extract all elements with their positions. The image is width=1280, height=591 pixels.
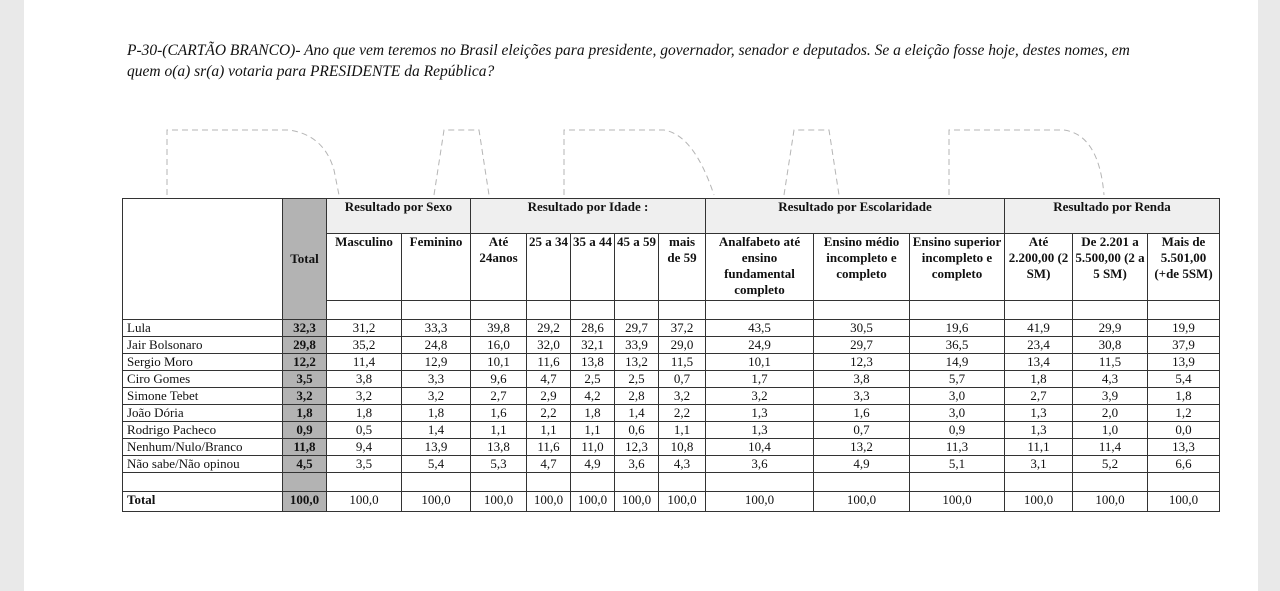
col-header-esc-medio: Ensino médio incompleto e completo xyxy=(814,234,910,301)
candidate-total: 3,5 xyxy=(283,371,327,388)
table-row xyxy=(123,439,1220,456)
value-cell: 11,4 xyxy=(327,354,402,371)
value-cell: 41,9 xyxy=(1005,320,1073,337)
value-cell: 4,3 xyxy=(659,456,706,473)
value-cell: 100,0 xyxy=(910,492,1005,512)
value-cell: 29,9 xyxy=(1073,320,1148,337)
total-row xyxy=(123,492,1220,512)
value-cell: 1,6 xyxy=(471,405,527,422)
value-cell: 29,7 xyxy=(814,337,910,354)
value-cell: 0,5 xyxy=(327,422,402,439)
value-cell: 10,1 xyxy=(471,354,527,371)
value-cell: 13,8 xyxy=(471,439,527,456)
col-header-esc-superior: Ensino superior incompleto e completo xyxy=(910,234,1005,301)
candidate-total: 29,8 xyxy=(283,337,327,354)
spacer-row xyxy=(123,473,1220,492)
value-cell: 9,4 xyxy=(327,439,402,456)
value-cell: 1,2 xyxy=(1148,405,1220,422)
value-cell: 4,7 xyxy=(527,371,571,388)
value-cell: 1,3 xyxy=(1005,405,1073,422)
value-cell: 13,4 xyxy=(1005,354,1073,371)
value-cell: 33,3 xyxy=(402,320,471,337)
value-cell: 1,1 xyxy=(659,422,706,439)
value-cell: 11,1 xyxy=(1005,439,1073,456)
candidate-name: Lula xyxy=(123,320,283,337)
group-header-renda: Resultado por Renda xyxy=(1005,199,1220,234)
value-cell: 2,2 xyxy=(527,405,571,422)
value-cell: 2,5 xyxy=(615,371,659,388)
value-cell: 2,5 xyxy=(571,371,615,388)
value-cell: 100,0 xyxy=(402,492,471,512)
table-row xyxy=(123,388,1220,405)
empty-corner-cell xyxy=(123,199,283,320)
value-cell: 36,5 xyxy=(910,337,1005,354)
value-cell: 12,3 xyxy=(814,354,910,371)
value-cell: 30,5 xyxy=(814,320,910,337)
value-cell: 0,7 xyxy=(814,422,910,439)
value-cell: 100,0 xyxy=(527,492,571,512)
value-cell: 32,0 xyxy=(527,337,571,354)
col-header-renda-mais: Mais de 5.501,00 (+de 5SM) xyxy=(1148,234,1220,301)
value-cell: 3,2 xyxy=(402,388,471,405)
question-text: P-30-(CARTÃO BRANCO)- Ano que vem teremos no Brasil eleições para presidente, governador, senador e deputados. Se a eleição fosse hoje, destes nomes, em quem o(a) sr(a) votaria para PRESIDENTE da República? xyxy=(127,42,1130,80)
value-cell: 4,2 xyxy=(571,388,615,405)
value-cell: 0,7 xyxy=(659,371,706,388)
value-cell: 37,9 xyxy=(1148,337,1220,354)
value-cell: 3,8 xyxy=(814,371,910,388)
value-cell: 31,2 xyxy=(327,320,402,337)
value-cell: 11,4 xyxy=(1073,439,1148,456)
value-cell: 5,7 xyxy=(910,371,1005,388)
value-cell: 2,8 xyxy=(615,388,659,405)
value-cell: 11,6 xyxy=(527,439,571,456)
candidate-total: 0,9 xyxy=(283,422,327,439)
value-cell: 1,1 xyxy=(571,422,615,439)
value-cell: 100,0 xyxy=(1148,492,1220,512)
value-cell: 3,5 xyxy=(327,456,402,473)
value-cell: 5,1 xyxy=(910,456,1005,473)
table-row xyxy=(123,371,1220,388)
value-cell: 29,2 xyxy=(527,320,571,337)
value-cell: 1,3 xyxy=(1005,422,1073,439)
value-cell: 1,4 xyxy=(615,405,659,422)
candidate-name: João Dória xyxy=(123,405,283,422)
total-column-header: Total xyxy=(283,199,327,320)
group-header-sexo: Resultado por Sexo xyxy=(327,199,471,234)
value-cell: 23,4 xyxy=(1005,337,1073,354)
value-cell: 6,6 xyxy=(1148,456,1220,473)
value-cell: 3,8 xyxy=(327,371,402,388)
value-cell: 4,3 xyxy=(1073,371,1148,388)
value-cell: 1,7 xyxy=(706,371,814,388)
value-cell: 3,9 xyxy=(1073,388,1148,405)
value-cell: 3,3 xyxy=(814,388,910,405)
candidate-name: Nenhum/Nulo/Branco xyxy=(123,439,283,456)
value-cell: 24,9 xyxy=(706,337,814,354)
col-header-feminino: Feminino xyxy=(402,234,471,301)
col-header-renda-de: De 2.201 a 5.500,00 (2 a 5 SM) xyxy=(1073,234,1148,301)
table-row xyxy=(123,337,1220,354)
table-row xyxy=(123,422,1220,439)
value-cell: 28,6 xyxy=(571,320,615,337)
candidate-name: Simone Tebet xyxy=(123,388,283,405)
col-header-renda-ate: Até 2.200,00 (2 SM) xyxy=(1005,234,1073,301)
value-cell: 3,6 xyxy=(706,456,814,473)
value-cell: 5,4 xyxy=(402,456,471,473)
candidate-name: Sergio Moro xyxy=(123,354,283,371)
value-cell: 1,6 xyxy=(814,405,910,422)
value-cell: 1,8 xyxy=(571,405,615,422)
value-cell: 12,3 xyxy=(615,439,659,456)
value-cell: 5,4 xyxy=(1148,371,1220,388)
value-cell: 14,9 xyxy=(910,354,1005,371)
value-cell: 43,5 xyxy=(706,320,814,337)
value-cell: 0,0 xyxy=(1148,422,1220,439)
value-cell: 11,6 xyxy=(527,354,571,371)
value-cell: 2,7 xyxy=(471,388,527,405)
results-table xyxy=(122,198,1220,512)
value-cell: 1,8 xyxy=(1148,388,1220,405)
value-cell: 3,0 xyxy=(910,388,1005,405)
candidate-total: 32,3 xyxy=(283,320,327,337)
value-cell: 1,3 xyxy=(706,405,814,422)
value-cell: 3,1 xyxy=(1005,456,1073,473)
value-cell: 100,0 xyxy=(571,492,615,512)
table-row xyxy=(123,405,1220,422)
value-cell: 1,4 xyxy=(402,422,471,439)
candidate-total: 1,8 xyxy=(283,405,327,422)
value-cell: 3,2 xyxy=(327,388,402,405)
candidate-total: 11,8 xyxy=(283,439,327,456)
value-cell: 39,8 xyxy=(471,320,527,337)
value-cell: 100,0 xyxy=(615,492,659,512)
value-cell: 4,7 xyxy=(527,456,571,473)
value-cell: 9,6 xyxy=(471,371,527,388)
value-cell: 16,0 xyxy=(471,337,527,354)
value-cell: 3,0 xyxy=(910,405,1005,422)
value-cell: 12,9 xyxy=(402,354,471,371)
col-header-masculino: Masculino xyxy=(327,234,402,301)
value-cell: 24,8 xyxy=(402,337,471,354)
candidate-total: 12,2 xyxy=(283,354,327,371)
value-cell: 5,3 xyxy=(471,456,527,473)
document-page xyxy=(24,0,1258,591)
value-cell: 0,6 xyxy=(615,422,659,439)
value-cell: 29,0 xyxy=(659,337,706,354)
value-cell: 10,1 xyxy=(706,354,814,371)
col-header-mais-59: mais de 59 xyxy=(659,234,706,301)
total-row-total: 100,0 xyxy=(283,492,327,512)
value-cell: 11,5 xyxy=(659,354,706,371)
table-row xyxy=(123,354,1220,371)
value-cell: 2,2 xyxy=(659,405,706,422)
value-cell: 11,3 xyxy=(910,439,1005,456)
value-cell: 30,8 xyxy=(1073,337,1148,354)
col-header-45-59: 45 a 59 xyxy=(615,234,659,301)
candidate-name: Jair Bolsonaro xyxy=(123,337,283,354)
value-cell: 32,1 xyxy=(571,337,615,354)
col-header-35-44: 35 a 44 xyxy=(571,234,615,301)
value-cell: 1,3 xyxy=(706,422,814,439)
watermark-graphic xyxy=(24,0,1258,200)
value-cell: 19,9 xyxy=(1148,320,1220,337)
value-cell: 100,0 xyxy=(327,492,402,512)
table-row xyxy=(123,320,1220,337)
value-cell: 100,0 xyxy=(471,492,527,512)
value-cell: 0,9 xyxy=(910,422,1005,439)
value-cell: 1,8 xyxy=(327,405,402,422)
group-header-escolaridade: Resultado por Escolaridade xyxy=(706,199,1005,234)
value-cell: 2,9 xyxy=(527,388,571,405)
value-cell: 1,8 xyxy=(402,405,471,422)
group-header-idade: Resultado por Idade : xyxy=(471,199,706,234)
value-cell: 3,3 xyxy=(402,371,471,388)
value-cell: 13,9 xyxy=(1148,354,1220,371)
data-rows xyxy=(123,320,1220,473)
candidate-name: Rodrigo Pacheco xyxy=(123,422,283,439)
value-cell: 1,8 xyxy=(1005,371,1073,388)
table-row xyxy=(123,456,1220,473)
value-cell: 29,7 xyxy=(615,320,659,337)
value-cell: 10,4 xyxy=(706,439,814,456)
value-cell: 2,0 xyxy=(1073,405,1148,422)
value-cell: 13,9 xyxy=(402,439,471,456)
value-cell: 100,0 xyxy=(1005,492,1073,512)
value-cell: 100,0 xyxy=(706,492,814,512)
value-cell: 35,2 xyxy=(327,337,402,354)
value-cell: 2,7 xyxy=(1005,388,1073,405)
value-cell: 13,2 xyxy=(814,439,910,456)
total-row-label: Total xyxy=(123,492,283,512)
value-cell: 1,0 xyxy=(1073,422,1148,439)
value-cell: 3,2 xyxy=(659,388,706,405)
value-cell: 100,0 xyxy=(814,492,910,512)
col-header-25-34: 25 a 34 xyxy=(527,234,571,301)
value-cell: 100,0 xyxy=(659,492,706,512)
value-cell: 13,8 xyxy=(571,354,615,371)
value-cell: 37,2 xyxy=(659,320,706,337)
value-cell: 5,2 xyxy=(1073,456,1148,473)
value-cell: 3,2 xyxy=(706,388,814,405)
candidate-name: Não sabe/Não opinou xyxy=(123,456,283,473)
value-cell: 4,9 xyxy=(571,456,615,473)
value-cell: 13,3 xyxy=(1148,439,1220,456)
value-cell: 1,1 xyxy=(527,422,571,439)
candidate-name: Ciro Gomes xyxy=(123,371,283,388)
candidate-total: 4,5 xyxy=(283,456,327,473)
value-cell: 11,5 xyxy=(1073,354,1148,371)
value-cell: 10,8 xyxy=(659,439,706,456)
value-cell: 4,9 xyxy=(814,456,910,473)
value-cell: 3,6 xyxy=(615,456,659,473)
value-cell: 11,0 xyxy=(571,439,615,456)
value-cell: 19,6 xyxy=(910,320,1005,337)
value-cell: 33,9 xyxy=(615,337,659,354)
value-cell: 100,0 xyxy=(1073,492,1148,512)
value-cell: 1,1 xyxy=(471,422,527,439)
col-header-esc-fundamental: Analfabeto até ensino fundamental completo xyxy=(706,234,814,301)
candidate-total: 3,2 xyxy=(283,388,327,405)
value-cell: 13,2 xyxy=(615,354,659,371)
col-header-ate-24: Até 24anos xyxy=(471,234,527,301)
